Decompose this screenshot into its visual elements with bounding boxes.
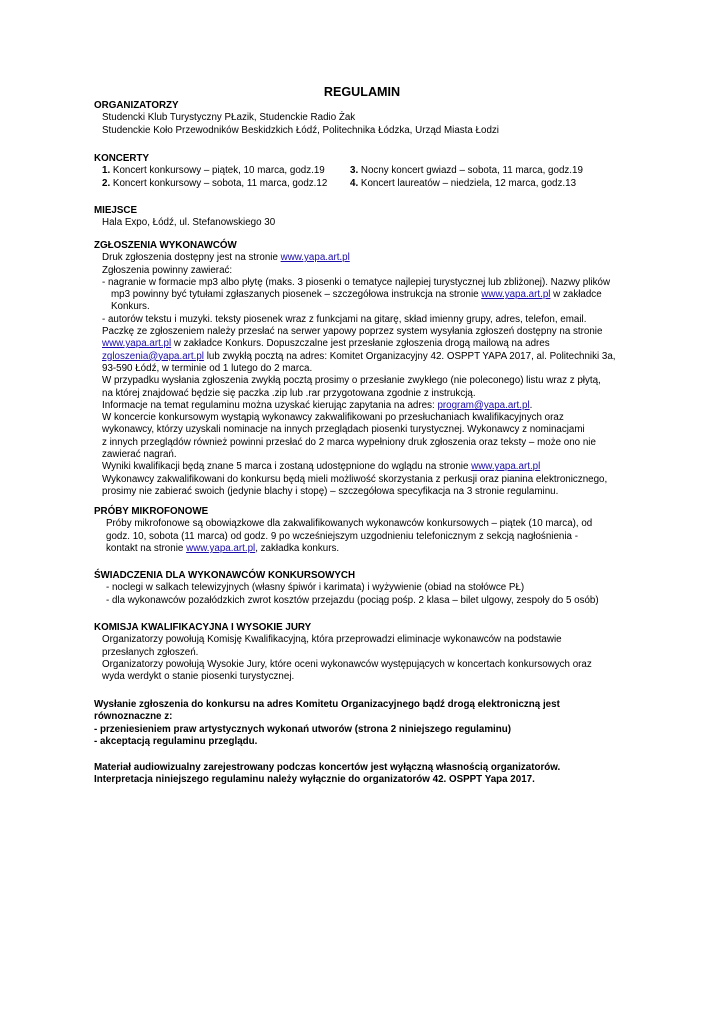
paragraph-line [94,461,638,473]
requirement-item: - nagranie w formacie mp3 albo płytę (maks. 3 piosenki o tematyce najlepiej turystycznej lub zbliżonej). Nazwy plików [102,276,611,288]
paragraph-line: - przeniesieniem praw artystycznych wykonań utworów (strona 2 niniejszego regulaminu) [94,723,512,735]
website-link[interactable]: www.yapa.art.pl [102,338,172,350]
paragraph-line: Materiał audiowizualny zarejestrowany podczas koncertów jest wyłączną własnością organizatorów. [94,762,561,773]
organizers-line: Studencki Klub Turystyczny PŁazik, Studenckie Radio Żak [102,112,356,124]
text: w zakładce [550,289,602,301]
section-heading: ŚWIADCZENIA DLA WYKONAWCÓW KONKURSOWYCH [94,570,356,581]
paragraph-line: prosimy nie zabierać swoich (jedynie blachy i stopę) – szczegółowa specyfikacja na 3 stronie regulaminu. [102,485,559,497]
paragraph-line: Organizatorzy powołują Komisję Kwalifikacyjną, która przeprowadzi eliminacje wykonawców na podstawie [102,634,562,646]
website-link[interactable]: www.yapa.art.pl [471,461,541,473]
text: Druk zgłoszenia dostępny jest na stronie [102,252,281,264]
concert-number: 1. [102,165,111,177]
concert-item [102,178,350,190]
requirement-item-cont [94,289,638,301]
benefit-item: - dla wykonawców pozałódzkich zwrot kosztów przejazdu (pociąg pośp. 2 klasa – bilet ulgowy, zespoły do 5 osób) [106,594,599,606]
paragraph-line: przesłanych zgłoszeń. [102,646,199,658]
paragraph-line: Wykonawcy zakwalifikowani do konkursu będą mieli możliwość skorzystania z perkusji oraz pianina elektronicznego, [102,473,608,485]
paragraph-line: - akceptacją regulaminu przeglądu. [94,735,258,747]
text: , zakładka konkurs. [255,542,340,554]
email-link-zgloszenia[interactable]: zgloszenia@yapa.art.pl [102,350,204,362]
paragraph-line [94,338,638,350]
paragraph-line: Organizatorzy powołują Wysokie Jury, które oceni wykonawców występujących w koncertach konkursowych oraz [102,658,592,670]
paragraph-line: godz. 10, sobota (11 marca) od godz. 9 po wcześniejszym uzgodnieniu telefonicznym z sekcją nagłośnienia - [106,530,578,542]
paragraph-line: wyda werdykt o stanie piosenki turystycznej. [102,671,295,683]
text: mp3 powinny być tytułami zgłaszanych piosenek – szczegółowa instrukcja na stronie [111,289,482,301]
paragraph-line: równoznaczne z: [94,711,173,723]
section-koncerty [94,153,644,190]
section-proby [94,506,644,555]
text: Informacje na temat regulaminu można uzyskać kierując zapytania na adres: [102,399,438,411]
concert-item [102,165,350,177]
concert-item [350,165,583,177]
section-material [94,762,644,787]
paragraph-line: zawierać nagrań. [102,449,177,461]
requirements-intro: Zgłoszenia powinny zawierać: [102,264,233,276]
page-title: REGULAMIN [323,85,401,99]
section-komisja [94,622,644,683]
section-heading: KONCERTY [94,153,149,164]
section-organizatorzy [94,100,644,137]
concert-row [94,165,644,177]
paragraph-line: W koncercie konkursowym wystąpią wykonawcy zakwalifikowani po przesłuchaniach kwalifikacyjnych oraz [102,412,564,424]
email-link-program[interactable]: program@yapa.art.pl [437,399,530,411]
section-heading: MIEJSCE [94,205,138,216]
text: . [529,399,533,411]
concert-number: 3. [350,165,359,177]
concert-text: Nocny koncert gwiazd – sobota, 11 marca, godz.19 [360,165,583,177]
requirement-item: - autorów tekstu i muzyki. teksty piosenek wraz z funkcjami na gitarę, skład imienny grupy, adres, telefon, email. [102,313,587,325]
concert-row [94,178,644,190]
section-zgloszenia [94,240,638,498]
concert-text: Koncert laureatów – niedziela, 12 marca, godz.13 [360,177,577,189]
concert-item [350,178,576,190]
form-download-line [94,252,638,264]
section-heading: ORGANIZATORZY [94,100,179,111]
section-wyslanie [94,699,644,748]
paragraph-line: wykonawcy, którzy uzyskali nominacje na innych przeglądach piosenki turystycznej. Wykonawcy z nominacjami [102,424,585,436]
section-miejsce [94,205,644,230]
paragraph-line: z innych przeglądów również powinni przesłać do 2 marca wypełniony druk zgłoszenia oraz teksty – może ono nie [102,436,596,448]
text: lub zwykłą pocztą na adres: Komitet Organizacyjny 42. OSPPT YAPA 2017, al. Politechniki 3a, [203,350,616,362]
concert-number: 2. [102,177,111,189]
paragraph-line: Próby mikrofonowe są obowiązkowe dla zakwalifikowanych wykonawców konkursowych – piątek (10 marca), od [106,518,593,530]
organizers-line: Studenckie Koło Przewodników Beskidzkich Łódź, Politechnika Łódzka, Urząd Miasta Łodzi [102,124,499,136]
section-heading: KOMISJA KWALIFIKACYJNA I WYSOKIE JURY [94,622,312,633]
website-link[interactable]: www.yapa.art.pl [481,289,551,301]
section-heading: PRÓBY MIKROFONOWE [94,506,209,517]
venue-line: Hala Expo, Łódź, ul. Stefanowskiego 30 [102,217,276,229]
section-swiadczenia [94,570,644,607]
section-heading: ZGŁOSZENIA WYKONAWCÓW [94,240,237,251]
text: kontakt na stronie [106,542,187,554]
website-link[interactable]: www.yapa.art.pl [186,542,256,554]
text: w zakładce Konkurs. Dopuszczalne jest przesłanie zgłoszenia drogą mailową na adres [171,338,550,350]
paragraph-line [94,351,638,363]
paragraph-line [94,543,644,555]
paragraph-line: W przypadku wysłania zgłoszenia zwykłą pocztą prosimy o przesłanie zwykłego (nie poleconego) listu wraz z płytą, [102,375,601,387]
paragraph-line: 93-590 Łódź, w terminie od 1 lutego do 2 marca. [102,362,313,374]
paragraph-line: Paczkę ze zgłoszeniem należy przesłać na serwer yapowy poprzez system wysyłania zgłoszeń dostępny na stronie [102,326,603,338]
benefit-item: - noclegi w salkach telewizyjnych (własny śpiwór i karimata) i wyżywienie (obiad na stołówce PŁ) [106,582,525,594]
paragraph-line: na której znajdować będzie się paczka .zip lub .rar przygotowana zgodnie z instrukcją. [102,387,476,399]
paragraph-line: Wysłanie zgłoszenia do konkursu na adres Komitetu Organizacyjnego bądź drogą elektroniczną jest [94,699,560,710]
text: Wyniki kwalifikacji będą znane 5 marca i zostaną udostępnione do wglądu na stronie [102,461,472,473]
paragraph-line: Interpretacja niniejszego regulaminu należy wyłącznie do organizatorów 42. OSPPT Yapa 2017. [94,774,535,786]
concert-text: Koncert konkursowy – sobota, 11 marca, godz.12 [112,177,328,189]
concert-number: 4. [350,177,359,189]
paragraph-line [94,400,638,412]
requirement-item-cont: Konkurs. [111,301,150,313]
concert-text: Koncert konkursowy – piątek, 10 marca, godz.19 [112,165,325,177]
website-link[interactable]: www.yapa.art.pl [280,252,350,264]
